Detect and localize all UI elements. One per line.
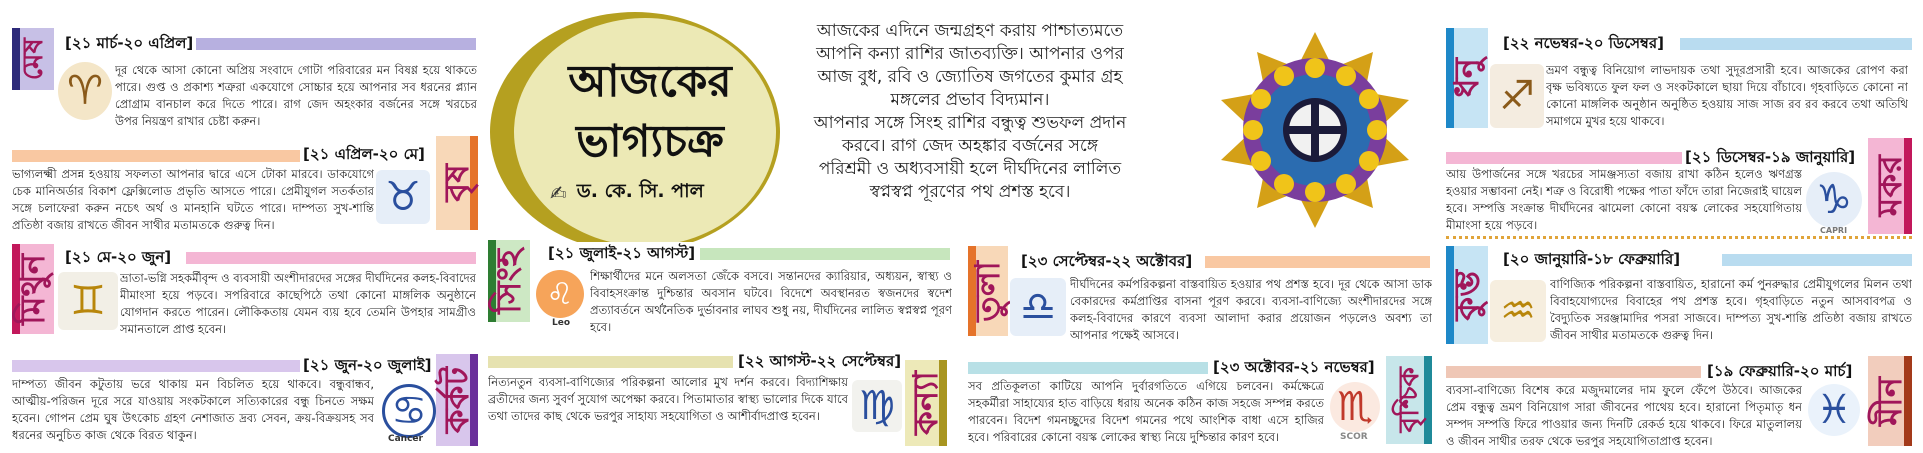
sign-date-tula: [২৩ সেপ্টেম্বর-২২ অক্টোবর]: [1018, 250, 1195, 275]
sign-tab-singha: [488, 240, 530, 322]
intro-line: স্বপ্নস্বপ্ন পূরণের পথ প্রশস্ত হবে।: [869, 182, 1071, 202]
sign-date-mithun: [২১ মে-২০ জুন]: [62, 246, 174, 271]
intro-text: [780, 20, 1160, 204]
water-bearer-icon: ♒: [1490, 280, 1546, 342]
sign-name: মকর: [1869, 155, 1910, 217]
sign-date-brischik: [২৩ অক্টোবর-২১ নভেম্বর]: [1210, 356, 1378, 381]
intro-line: মঙ্গলের প্রভাব বিদ্যমান।: [890, 90, 1050, 110]
sign-text-mesh: দূর থেকে আসা কোনো অপ্রিয় সংবাদে গোটা পরিবারের মন বিষণ্ণ হয়ে থাকতে পারে। গুপ্ত ও প্রকাশ্য শত্রুরা একযোগে সোচ্চার হয়ে আপনার সব ধরনের প্ল্যান প্রোগ্রাম বানচাল করে দিতে পারে। রাগ জেদ অহংকার বর্জনের সঙ্গে খরচের উপর নিয়ন্ত্রণ রাখার চেষ্টা করুন।: [115, 63, 477, 128]
author-name: ড. কে. সি. পাল: [576, 180, 704, 202]
sign-tab-mesh: [12, 28, 54, 90]
sign-name: কুম্ভ: [1446, 269, 1487, 321]
sign-text-mithun: ভ্রাতা-ভগ্নি সহকর্মীবৃন্দ ও ব্যবসায়ী অংশীদারদের সঙ্গের দীর্ঘদিনের কলহ-বিবাদের মীমাংসা হয়ে পড়বে। সপরিবারে কাছেপিঠে তথা কোনো মাঙ্গলিক অনুষ্ঠানে যোগদান করতে পারেন। লৌকিকতায় যেমন ব্যয় হবে তেমনি উপহার সামগ্রীও সমানতালে প্রাপ্ত হবেন।: [120, 271, 476, 336]
pen-icon: ✍: [550, 181, 567, 205]
sign-tab-dhanu: [1446, 28, 1488, 128]
intro-line: করবে। রাগ জেদ অহঙ্কার বর্জনের সঙ্গে: [842, 136, 1098, 156]
sign-date-singha: [২১ জুলাই-২১ আগস্ট]: [545, 242, 698, 267]
sign-tab-tula: [968, 246, 1008, 336]
ram-icon: ♈: [58, 62, 112, 120]
sign-text-brish: ভাগ্যলক্ষ্মী প্রসন্ন হওয়ায় সফলতা আপনার দ্বারে এসে টোকা মারবে। ডাকযোগে চেক মানিঅর্ডার বিকাশ ফ্লেক্সিলোড প্রভৃতি আসতে পারে। প্রেমীযুগল সতর্কতার সঙ্গে চলাফেরা করুন নচেৎ অর্থ ও মানহানি ঘটতে পারে। দাম্পত্য সুখ-শান্তি প্রতিষ্ঠা বজায় রাখতে জীবন সাথীর মতামতকে গুরুত্ব দিন।: [12, 167, 374, 232]
title-bar: [186, 252, 476, 264]
title-bar: [968, 362, 1208, 374]
sign-name: মীন: [1869, 376, 1910, 426]
title-bar: [12, 360, 302, 372]
sign-name: কন্যা: [905, 371, 946, 435]
lion-icon: ♌: [536, 270, 584, 318]
sign-name: মিথুন: [12, 253, 53, 325]
title-badge: [490, 12, 780, 252]
sign-tab-brischik: [1386, 356, 1432, 444]
bull-icon: ♉: [376, 170, 430, 224]
title-line2: ভাগ্যচক্র: [576, 116, 724, 167]
title-bar: [180, 38, 476, 50]
sign-name: বৃষ: [436, 164, 477, 202]
title-bar: [488, 356, 733, 368]
intro-line: আপনি কন্যা রাশির জাতব্যক্তি। আপনার ওপর: [816, 44, 1124, 64]
sign-name: সিংহ: [488, 248, 529, 314]
title-bar: [700, 248, 950, 260]
title-bar: [1680, 38, 1912, 50]
title-bar: [1446, 366, 1701, 378]
sign-tab-kumbha: [1446, 246, 1488, 344]
sign-text-meen: ব্যবসা-বাণিজ্যে বিশেষ করে মজুদমালের দাম ফুলে ফেঁপে উঠবে। আজকের প্রেম বন্ধুত্ব ভ্রমণ বিনিয়োগ সারা জীবনের পাথেয় হবে। হারানো পিতৃমাতৃ ধন সম্পদ সম্পত্তি ফিরে পাওয়ার জন্য দিনটি রেকর্ড হয়ে থাকবে। ফিরে মাতুলালয় ও জীবন সাথীর তরফ থেকে ভরপুর সহযোগিতাপ্রাপ্ত হবেন।: [1446, 383, 1802, 448]
sign-tab-brish: [436, 136, 478, 230]
crab-caption: Cancer: [388, 434, 423, 444]
lion-caption: Leo: [552, 318, 571, 328]
sign-name: ধনু: [1446, 58, 1487, 98]
title-bar: [12, 150, 302, 162]
title-bar: [1446, 152, 1684, 164]
sign-tab-mithun: [12, 244, 54, 334]
sign-date-kanya: [২২ আগস্ট-২২ সেপ্টেম্বর]: [735, 350, 904, 375]
scorpion-icon: ♏: [1330, 382, 1380, 432]
sign-text-tula: দীর্ঘদিনের কর্মপরিকল্পনা বাস্তবায়িত হওয়ার পথ প্রশস্ত হবে। দূর থেকে আসা ডাক বেকারদের কর্মপ্রাপ্তির বাসনা পূরণ করবে। ব্যবসা-বাণিজ্যে অংশীদারদের সঙ্গে কলহ-বিবাদের কারণে ব্যবসা আলাদা করার প্রয়োজন পড়লেও অবশ্য তা আপনার পক্ষেই আসবে।: [1070, 277, 1432, 342]
sign-text-dhanu: ভ্রমণ বন্ধুত্ব বিনিয়োগ লাভদায়ক তথা সুদূরপ্রসারী হবে। আজকের রোপণ করা বৃক্ষ ভবিষ্যতে ফুল ফল ও সংকটকালে ছায়া দিয়ে বাঁচাবে। গৃহবাড়িতে কোনো না কোনো মাঙ্গলিক অনুষ্ঠান অনুষ্ঠিত হওয়ায় সাজ সাজ রব রব করবে তথা অতিথি সমাগমে মুখর হয়ে থাকবে।: [1546, 63, 1908, 128]
twins-icon: ♊: [58, 272, 118, 330]
sign-date-brish: [২১ এপ্রিল-২০ মে]: [300, 143, 428, 168]
sign-tab-meen: [1868, 356, 1912, 446]
sign-date-dhanu: [২২ নভেম্বর-২০ ডিসেম্বর]: [1500, 32, 1667, 57]
sign-name: কর্কট: [436, 366, 477, 434]
intro-line: আজকের এদিনে জন্মগ্রহণ করায় পাশ্চাত্যমতে: [816, 21, 1124, 41]
sign-date-mesh: [২১ মার্চ-২০ এপ্রিল]: [62, 32, 196, 57]
sign-date-meen: [১৯ ফেব্রুয়ারি-২০ মার্চ]: [1704, 360, 1855, 385]
sign-tab-makar: [1868, 138, 1912, 234]
sign-date-karkat: [২১ জুন-২০ জুলাই]: [300, 354, 435, 379]
crab-icon: ♋: [382, 384, 436, 438]
sign-name: তুলা: [967, 260, 1008, 322]
intro-line: আজ বুধ, রবি ও জ্যোতিষ জগতের কুমার গ্রহ: [817, 67, 1123, 87]
fish-icon: ♓: [1808, 384, 1860, 436]
sign-text-karkat: দাম্পত্য জীবন কটুতায় ভরে থাকায় মন বিচলিত হয়ে থাকবে। বন্ধুবান্ধব, আত্মীয়-পরিজন দূরে সরে যাওয়ায় সংকটকালে সত্যিকারের বন্ধু চিনতে সক্ষম হবেন। গোপন প্রেম ঘুষ উৎকোচ গ্রহণ নেশাজাত দ্রব্য সেবন, ক্রয়-বিক্রয়সহ সব ধরনের অনুচিত কাজ থেকে বিরত থাকুন।: [12, 377, 374, 442]
title-bar: [1205, 256, 1430, 268]
title-line1: আজকের: [568, 56, 732, 107]
goat-caption: CAPRI: [1820, 226, 1848, 235]
dotted-divider: [1446, 236, 1912, 242]
intro-line: পরিশ্রমী ও অধ্যবসায়ী হলে দীর্ঘদিনের লালিত: [818, 159, 1122, 179]
sign-tab-karkat: [436, 354, 478, 446]
virgo-icon: ♍: [852, 380, 902, 432]
archer-icon: ♐: [1490, 64, 1544, 128]
intro-line: আপনার সঙ্গে সিংহ রাশির বন্ধুত্ব শুভফল প্রদান: [813, 113, 1127, 133]
sign-date-kumbha: [২০ জানুয়ারি-১৮ ফেব্রুয়ারি]: [1500, 248, 1683, 273]
sign-text-kanya: নিত্যনতুন ব্যবসা-বাণিজ্যের পরিকল্পনা আলোর মুখ দর্শন করবে। বিদ্যাশিক্ষায় ব্রতীদের জন্য সুবর্ণ সুযোগ অপেক্ষা করবে। পিতামাতার স্বাস্থ্য ভালোর দিকে যাবে তথা তাদের কাছ থেকে ভরপুর সাহায্য সহযোগিতা ও আশীর্বাদপ্রাপ্ত হবেন।: [488, 375, 848, 423]
sign-date-makar: [২১ ডিসেম্বর-১৯ জানুয়ারি]: [1682, 146, 1858, 171]
sign-text-singha: শিক্ষার্থীদের মনে অলসতা জেঁকে বসবে। সন্তানদের ক্যারিয়ার, অধ্যয়ন, স্বাস্থ্য ও বিবাহসংক্রান্ত দুশ্চিন্তার অবসান ঘটবে। বিদেশে অবস্থানরত স্বজনদের স্বদেশ প্রত্যাবর্তনে অর্থনৈতিক দুর্ভাবনার লাঘব শুধু নয়, দীর্ঘদিনের লালিত স্বপ্নস্বপ্ন পূরণ হবে।: [590, 269, 952, 334]
sign-tab-kanya: [905, 360, 947, 446]
sign-name: বৃশ্চিক: [1391, 367, 1425, 433]
sign-text-brischik: সব প্রতিকূলতা কাটিয়ে আপনি দুর্বারগতিতে এগিয়ে চলবেন। কর্মক্ষেত্রে সহকর্মীরা সাহায্যের হাত বাড়িয়ে ধরায় অনেক কঠিন কাজ সহজে সম্পন্ন করতে পারবেন। বিদেশ গমনচ্ছুদের বিদেশ গমনের পথে আংশিক বাধা এসে হাজির হবে। পরিবারের কোনো বয়স্ক লোকের স্বাস্থ্য নিয়ে দুশ্চিন্তার কারণ হবে।: [968, 379, 1324, 444]
goat-icon: ♑: [1806, 172, 1862, 228]
sign-name: মেষ: [15, 37, 49, 81]
sign-text-kumbha: বাণিজ্যিক পরিকল্পনা বাস্তবায়িত, হারানো কর্ম পুনরুদ্ধার প্রেমীযুগলের মিলন তথা বিবাহযোগ্যদের বিবাহের পথ প্রশস্ত হবে। গৃহবাড়িতে নতুন আসবাবপত্র ও বৈদ্যুতিক সরঞ্জামাদির পসরা সাজবে। দাম্পত্য সুখ-শান্তি প্রতিষ্ঠা বজায় রাখতে জীবন সাথীর মতামতকে গুরুত্ব দিন।: [1550, 277, 1912, 342]
sign-text-makar: আয় উপার্জনের সঙ্গে খরচের সামঞ্জস্যতা বজায় রাখা কঠিন হলেও ঋণগ্রস্ত হওয়ার সম্ভাবনা নেই। শত্রু ও বিরোধী পক্ষের পাতা ফাঁদে তারা নিজেরাই ঘায়েল হবে। সম্পত্তি সংক্রান্ত দীর্ঘদিনের ঝামেলা কোনো বয়স্ক লোকের সহযোগিতায় মীমাংসা হয়ে পড়বে।: [1446, 167, 1802, 232]
scorpion-caption: SCOR: [1340, 432, 1368, 442]
scales-icon: ♎: [1010, 278, 1066, 336]
zodiac-wheel-icon: [1215, 30, 1415, 230]
title-bar: [1722, 254, 1912, 266]
